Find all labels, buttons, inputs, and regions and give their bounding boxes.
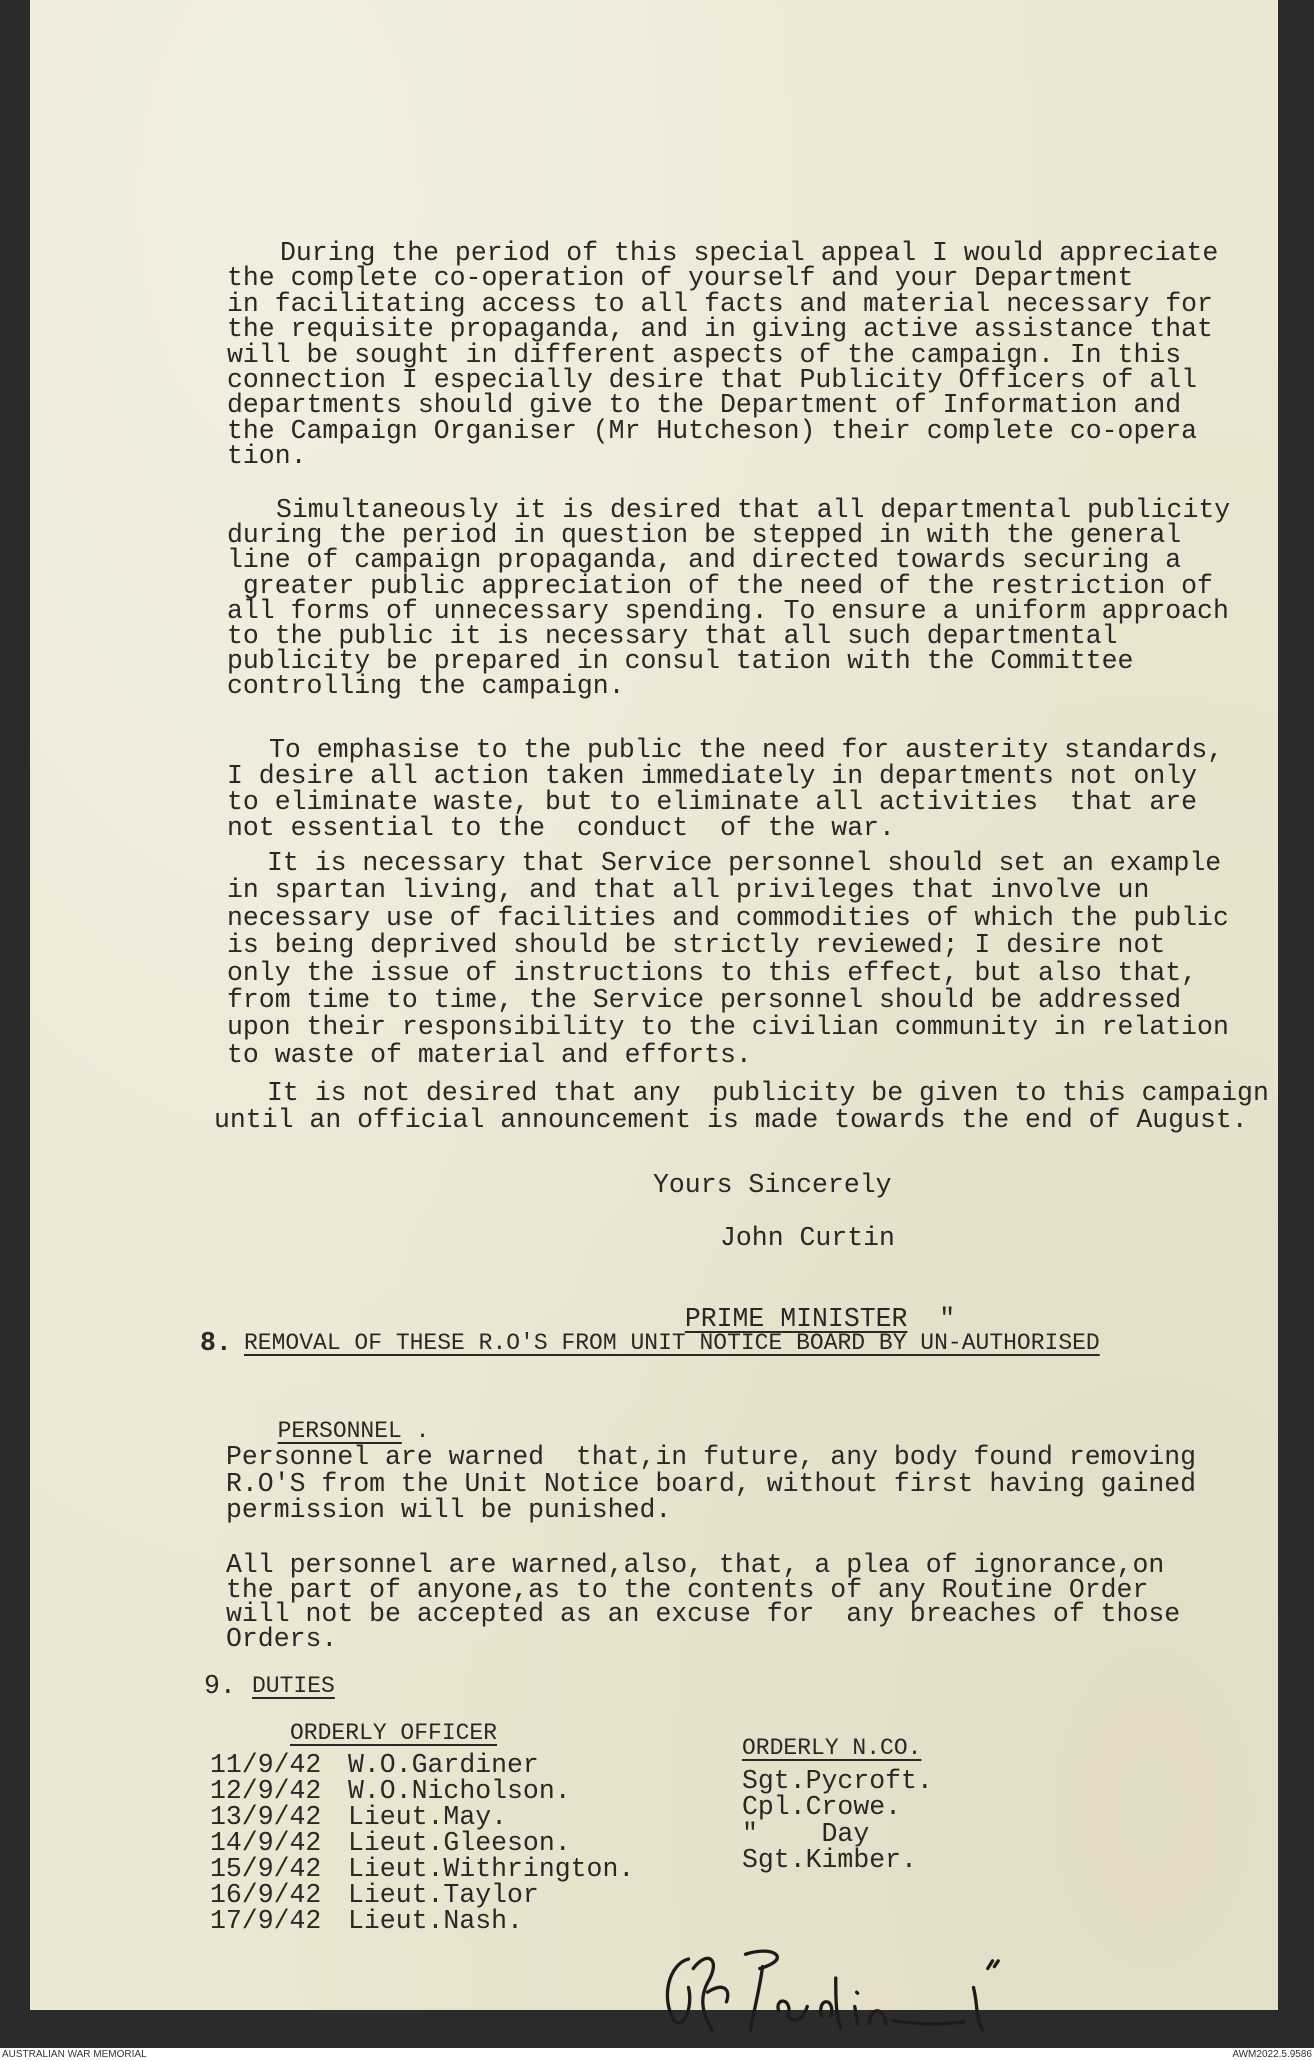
duty-row [210, 1882, 810, 1908]
section-8-heading-line2 [250, 1386, 429, 1446]
text-line: Sgt.Kimber. [742, 1844, 917, 1875]
text-line: the part of anyone,as to the contents of any Routine Order [226, 1574, 1149, 1605]
text-line: in facilitating access to all facts and material necessary for [227, 288, 1213, 319]
closing-quote: " [939, 1304, 956, 1334]
text-line: the requisite propaganda, and in giving active assistance that [227, 314, 1213, 345]
duty-officer-name: Lieut.May. [348, 1802, 508, 1832]
duty-row [210, 1804, 810, 1830]
text-line: publicity be prepared in consul tation with the Committee [227, 646, 1134, 677]
text-line: only the issue of instructions to this effect, but also that, [227, 957, 1198, 988]
text-line: line of campaign propaganda, and directed towards securing a [227, 545, 1182, 576]
footer-bar [0, 2048, 1314, 2061]
text-line: all forms of unnecessary spending. To ensure a uniform approach [227, 595, 1229, 626]
section-9-heading: DUTIES [252, 1673, 335, 1699]
text-line: upon their responsibility to the civilian community in relation [227, 1012, 1229, 1043]
orderly-officer-table [210, 1752, 810, 1934]
duty-row [210, 1778, 810, 1804]
orderly-officer-heading: ORDERLY OFFICER [290, 1720, 498, 1746]
duty-row [210, 1830, 810, 1856]
handwritten-signature [640, 1940, 1060, 2035]
duty-date: 12/9/42 [210, 1776, 322, 1806]
letter-paragraph-5 [214, 1080, 1269, 1134]
orderly-nco-heading: ORDERLY N.CO. [742, 1735, 922, 1761]
signatory-title-line [653, 1274, 955, 1334]
letter-paragraph-3 [227, 737, 1223, 841]
text-line: All personnel are warned,also, that, a plea of ignorance,on [226, 1550, 1165, 1580]
section-8-paragraph-1 [226, 1444, 1196, 1524]
text-line: permission will be punished. [226, 1495, 672, 1525]
text-line: I desire all action taken immediately in departments not only [227, 761, 1198, 791]
text-line: is being deprived should be strictly reviewed; I desire not [227, 930, 1166, 961]
duty-date: 15/9/42 [210, 1854, 322, 1884]
duty-officer-name: W.O.Nicholson. [348, 1776, 571, 1806]
text-line: to the public it is necessary that all such departmental [227, 620, 1118, 651]
duty-date: 14/9/42 [210, 1828, 322, 1858]
signatory-title: PRIME MINISTER [684, 1304, 908, 1334]
duty-date: 13/9/42 [210, 1802, 322, 1832]
text-line: greater public appreciation of the need of the restriction of [227, 570, 1213, 601]
letter-paragraph-1 [227, 238, 1219, 472]
text-line: Sgt.Pycroft. [742, 1766, 933, 1796]
section-8-heading-end: . [415, 1418, 430, 1444]
text-line: to eliminate waste, but to eliminate all activities that are [227, 787, 1198, 817]
orderly-nco-list [742, 1768, 933, 1873]
duty-officer-name: Lieut.Gleeson. [348, 1828, 571, 1858]
text-line: Orders. [226, 1623, 338, 1654]
section-9-number: 9. [204, 1671, 236, 1701]
text-line: Personnel are warned that,in future, any body found removing [226, 1442, 1197, 1472]
text-line: It is not desired that any publicity be given to this campaign [267, 1078, 1269, 1108]
text-line: during the period in question be stepped in with the general [227, 520, 1182, 551]
text-line: until an official announcement is made towards the end of August. [214, 1105, 1248, 1135]
text-line: in spartan living, and that all privileges that involve un [227, 875, 1150, 906]
text-line: to waste of material and efforts. [227, 1039, 752, 1070]
text-line: During the period of this special appeal I would appreciate [280, 238, 1219, 268]
duty-officer-name: Lieut.Taylor [348, 1880, 539, 1910]
duty-row [210, 1908, 810, 1934]
text-line: It is necessary that Service personnel should set an example [267, 848, 1222, 878]
text-line: tion. [227, 441, 307, 472]
section-8-heading: REMOVAL OF THESE R.O'S FROM UNIT NOTICE BOARD BY UN-AUTHORISED [244, 1330, 1100, 1356]
duty-date: 11/9/42 [210, 1750, 322, 1780]
text-line: Cpl.Crowe. [742, 1792, 902, 1823]
duty-row [210, 1752, 810, 1778]
text-line: " Day [742, 1818, 870, 1849]
letter-paragraph-2 [227, 495, 1231, 702]
footer-institution: AUSTRALIAN WAR MEMORIAL [2, 2049, 147, 2060]
letter-closing: Yours Sincerely [653, 1170, 892, 1200]
text-line: the Campaign Organiser (Mr Hutcheson) their complete co-opera [227, 415, 1198, 446]
text-line: will not be accepted as an excuse for any breaches of those [226, 1599, 1181, 1629]
duty-officer-name: Lieut.Withrington. [348, 1854, 635, 1884]
text-line: R.O'S from the Unit Notice board, without first having gained [226, 1468, 1197, 1499]
letter-signatory: John Curtin [720, 1223, 895, 1253]
text-line: not essential to the conduct of the war. [227, 813, 895, 843]
text-line: the complete co-operation of yourself and your Department [227, 263, 1134, 294]
text-line: controlling the campaign. [227, 671, 625, 702]
section-8-paragraph-2 [226, 1550, 1181, 1654]
text-line: connection I especially desire that Publicity Officers of all [227, 364, 1198, 395]
duty-officer-name: Lieut.Nash. [348, 1906, 523, 1936]
section-8-number: 8. [200, 1328, 232, 1358]
text-line: will be sought in different aspects of the campaign. In this [227, 339, 1182, 370]
text-line: necessary use of facilities and commodities of which the public [227, 902, 1229, 933]
text-line: departments should give to the Department of Information and [227, 390, 1182, 421]
letter-paragraph-4 [227, 850, 1229, 1069]
duty-date: 16/9/42 [210, 1880, 322, 1910]
duty-date: 17/9/42 [210, 1906, 322, 1936]
text-line: Simultaneously it is desired that all departmental publicity [276, 495, 1231, 525]
text-line: from time to time, the Service personnel should be addressed [227, 984, 1182, 1015]
duty-officer-name: W.O.Gardiner [348, 1750, 539, 1780]
section-8-heading-cont: PERSONNEL [277, 1418, 402, 1444]
duty-row [210, 1856, 810, 1882]
text-line: To emphasise to the public the need for austerity standards, [269, 735, 1224, 765]
footer-accession-number: AWM2022.5.9586 [1232, 2049, 1312, 2060]
